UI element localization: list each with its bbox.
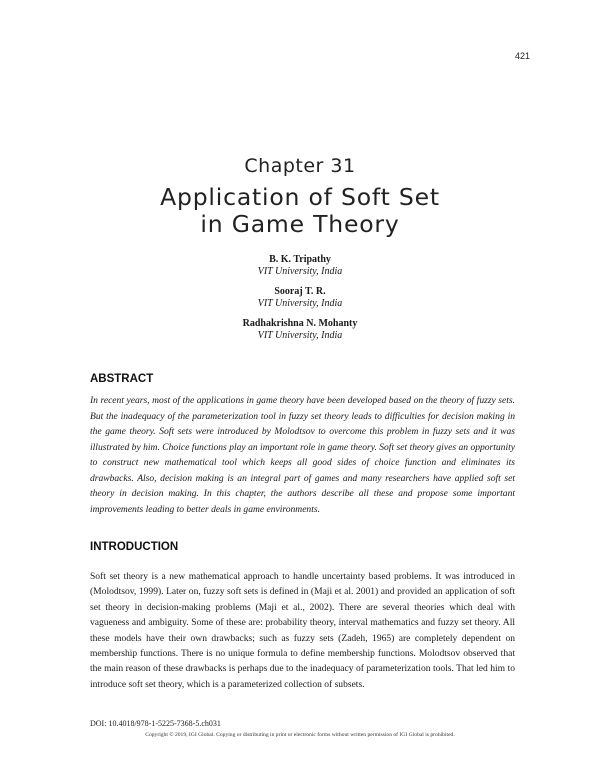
introduction-body: Soft set theory is a new mathematical approach to handle uncertainty based problems. It was introduced in (Molodtsov, 1999). Later on, fuzzy soft sets is defined in (Maji et al. 2001) and provided an application of soft set theory in decision-making problems (Maji et al., 2002). There are several theories which deal with vagueness and ambiguity. Some of these are: probability theory, interval mathematics and fuzzy set theory. All these models have their own drawbacks; such as fuzzy sets (Zadeh, 1965) are completely dependent on membership functions. There is no unique formula to define membership functions. Molodtsov observed that the main reason of these drawbacks is perhaps due to the inadequacy of parameterization tools. That led him to introduce soft set theory, which is a parameterized collection of subsets. <box>90 571 515 690</box>
abstract-body: In recent years, most of the applications in game theory have been developed based on the theory of fuzzy sets. But the inadequacy of the parameterization tool in fuzzy set theory leads to difficulties for decision making in the game theory. Soft sets were introduced by Molodtsov to overcome this problem in fuzzy sets and it was illustrated by him. Choice functions play an important role in game theory. Soft set theory gives an opportunity to construct new mathematical tool which keeps all good sides of choice function and eliminates its drawbacks. Also, decision making is an integral part of games and many researchers have applied soft set theory in decision making. In this chapter, the authors describe all these and propose some important improvements leading to better deals in game environments. <box>90 395 515 515</box>
copyright-notice: Copyright © 2019, IGI Global. Copying or distributing in print or electronic forms without written permission of IGI Global is prohibited. <box>145 732 455 738</box>
chapter-title-line-1: Application of Soft Set <box>160 183 440 211</box>
author-name: B. K. Tripathy <box>269 254 331 265</box>
author-affiliation: VIT University, India <box>257 298 343 309</box>
author-affiliation: VIT University, India <box>257 330 343 341</box>
author-name: Sooraj T. R. <box>274 286 326 297</box>
author-1 <box>0 254 600 278</box>
author-affiliation: VIT University, India <box>257 266 343 277</box>
chapter-title <box>0 184 600 238</box>
doi-line: DOI: 10.4018/978-1-5225-7368-5.ch031 <box>90 719 221 728</box>
author-list <box>0 254 600 350</box>
author-2 <box>0 286 600 310</box>
page-number: 421 <box>514 51 530 61</box>
chapter-label: Chapter 31 <box>244 155 356 177</box>
chapter-title-line-2: in Game Theory <box>200 210 400 238</box>
introduction-heading: INTRODUCTION <box>90 541 179 553</box>
abstract-heading: ABSTRACT <box>90 373 154 385</box>
author-3 <box>0 318 600 342</box>
author-name: Radhakrishna N. Mohanty <box>242 318 358 329</box>
